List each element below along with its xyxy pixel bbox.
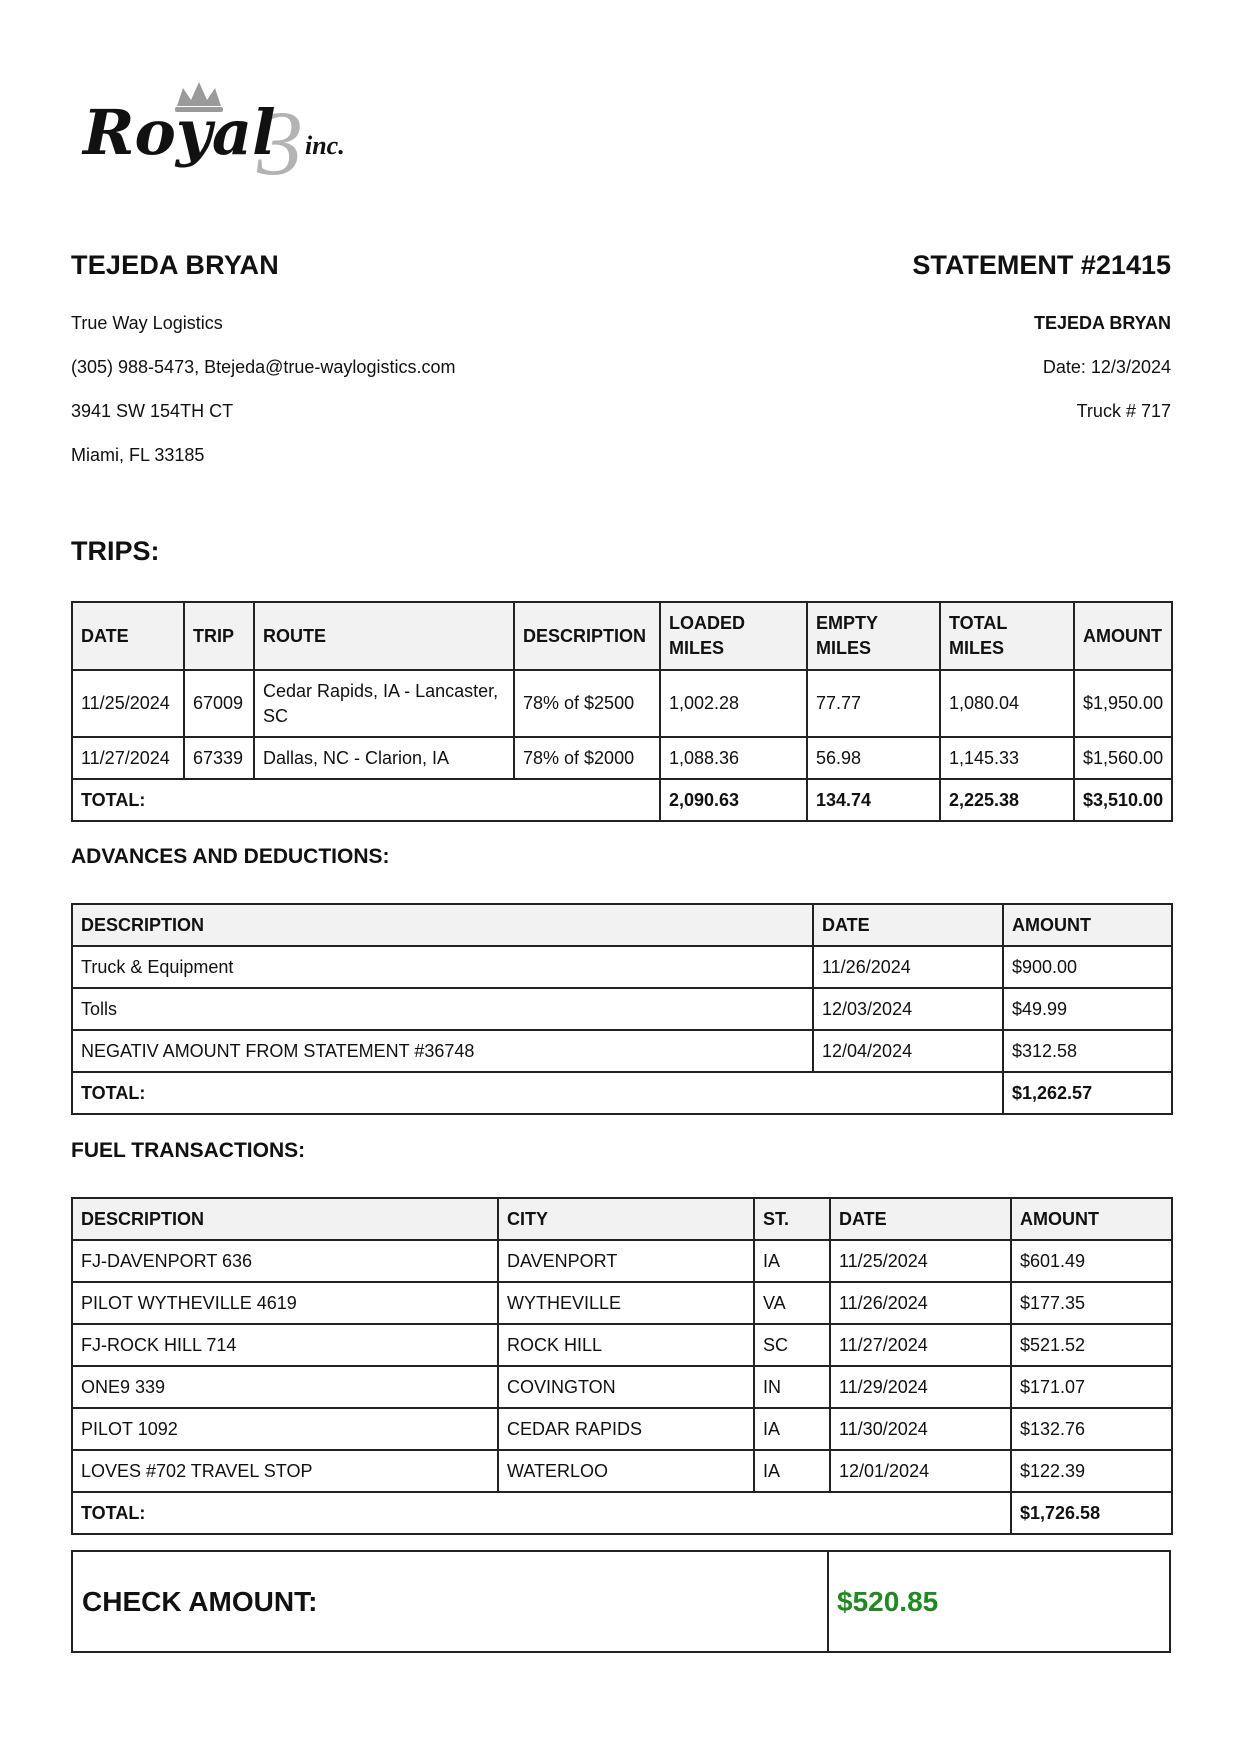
table-row	[72, 737, 1172, 779]
trip-route: Cedar Rapids, IA - Lancaster, SC	[254, 670, 514, 737]
fuel-amount: $122.39	[1011, 1450, 1172, 1492]
trips-total-amount: $3,510.00	[1074, 779, 1172, 821]
fuel-date: 11/25/2024	[830, 1240, 1011, 1282]
advance-description: NEGATIV AMOUNT FROM STATEMENT #36748	[72, 1030, 813, 1072]
fuel-total-row	[72, 1492, 1172, 1534]
advances-table	[71, 903, 1173, 1115]
col-header-date: DATE	[830, 1198, 1011, 1240]
advances-total-label: TOTAL:	[72, 1072, 1003, 1114]
advance-amount: $312.58	[1003, 1030, 1172, 1072]
col-header-date: DATE	[72, 602, 184, 670]
advance-amount: $49.99	[1003, 988, 1172, 1030]
fuel-description: PILOT WYTHEVILLE 4619	[72, 1282, 498, 1324]
advances-total-amount: $1,262.57	[1003, 1072, 1172, 1114]
trip-number: 67339	[184, 737, 254, 779]
driver-contact: (305) 988-5473, Btejeda@true-waylogistics.com	[71, 357, 456, 377]
fuel-title: FUEL TRANSACTIONS:	[71, 1139, 306, 1162]
statement-number: STATEMENT #21415	[912, 250, 1171, 280]
trip-date: 11/27/2024	[72, 737, 184, 779]
trip-date: 11/25/2024	[72, 670, 184, 737]
trips-title: TRIPS:	[71, 536, 160, 566]
trip-description: 78% of $2000	[514, 737, 660, 779]
fuel-state: IA	[754, 1240, 830, 1282]
fuel-date: 11/26/2024	[830, 1282, 1011, 1324]
fuel-city: DAVENPORT	[498, 1240, 754, 1282]
col-header-amount: AMOUNT	[1011, 1198, 1172, 1240]
fuel-description: FJ-DAVENPORT 636	[72, 1240, 498, 1282]
table-row	[72, 1450, 1172, 1492]
table-row	[72, 1240, 1172, 1282]
statement-driver-name: TEJEDA BRYAN	[1033, 313, 1171, 333]
fuel-total-amount: $1,726.58	[1011, 1492, 1172, 1534]
col-header-state: ST.	[754, 1198, 830, 1240]
check-amount-value: $520.85	[837, 1585, 939, 1617]
trip-loaded-miles: 1,002.28	[660, 670, 807, 737]
col-header-route: ROUTE	[254, 602, 514, 670]
fuel-amount: $132.76	[1011, 1408, 1172, 1450]
table-row	[72, 1030, 1172, 1072]
fuel-description: LOVES #702 TRAVEL STOP	[72, 1450, 498, 1492]
driver-name: TEJEDA BRYAN	[71, 250, 279, 280]
advances-total-row	[72, 1072, 1172, 1114]
fuel-state: IN	[754, 1366, 830, 1408]
trip-amount: $1,950.00	[1074, 670, 1172, 737]
advance-date: 12/04/2024	[813, 1030, 1003, 1072]
col-header-description: DESCRIPTION	[72, 1198, 498, 1240]
fuel-date: 12/01/2024	[830, 1450, 1011, 1492]
check-amount-label: CHECK AMOUNT:	[73, 1552, 829, 1651]
fuel-header-row	[72, 1198, 1172, 1240]
fuel-description: PILOT 1092	[72, 1408, 498, 1450]
trips-total-empty: 134.74	[807, 779, 940, 821]
col-header-city: CITY	[498, 1198, 754, 1240]
svg-text:3: 3	[257, 92, 303, 193]
svg-text:Royal: Royal	[83, 96, 276, 169]
col-header-amount: AMOUNT	[1003, 904, 1172, 946]
statement-date: Date: 12/3/2024	[1042, 357, 1171, 377]
trip-total-miles: 1,145.33	[940, 737, 1074, 779]
driver-company: True Way Logistics	[71, 313, 223, 333]
fuel-date: 11/29/2024	[830, 1366, 1011, 1408]
trip-empty-miles: 56.98	[807, 737, 940, 779]
fuel-state: IA	[754, 1450, 830, 1492]
advance-date: 12/03/2024	[813, 988, 1003, 1030]
fuel-date: 11/27/2024	[830, 1324, 1011, 1366]
col-header-amount: AMOUNT	[1074, 602, 1172, 670]
fuel-amount: $177.35	[1011, 1282, 1172, 1324]
check-amount-box	[71, 1550, 1171, 1653]
advances-header-row	[72, 904, 1172, 946]
col-header-loaded-miles: LOADED MILES	[660, 602, 807, 670]
fuel-date: 11/30/2024	[830, 1408, 1011, 1450]
fuel-description: ONE9 339	[72, 1366, 498, 1408]
trips-header-row	[72, 602, 1172, 670]
trips-total-label: TOTAL:	[72, 779, 660, 821]
fuel-state: SC	[754, 1324, 830, 1366]
advance-amount: $900.00	[1003, 946, 1172, 988]
table-row	[72, 1282, 1172, 1324]
fuel-amount: $601.49	[1011, 1240, 1172, 1282]
fuel-city: CEDAR RAPIDS	[498, 1408, 754, 1450]
trips-total-miles: 2,225.38	[940, 779, 1074, 821]
driver-address-line2: Miami, FL 33185	[71, 445, 205, 465]
table-row	[72, 946, 1172, 988]
svg-text:inc.: inc.	[305, 131, 345, 160]
trip-amount: $1,560.00	[1074, 737, 1172, 779]
trip-description: 78% of $2500	[514, 670, 660, 737]
fuel-table	[71, 1197, 1173, 1535]
fuel-total-label: TOTAL:	[72, 1492, 1011, 1534]
advance-description: Truck & Equipment	[72, 946, 813, 988]
advance-description: Tolls	[72, 988, 813, 1030]
fuel-amount: $521.52	[1011, 1324, 1172, 1366]
fuel-city: WYTHEVILLE	[498, 1282, 754, 1324]
statement-page	[71, 0, 1171, 1754]
trips-total-loaded: 2,090.63	[660, 779, 807, 821]
trips-table	[71, 601, 1173, 822]
trip-empty-miles: 77.77	[807, 670, 940, 737]
driver-address-line1: 3941 SW 154TH CT	[71, 401, 234, 421]
fuel-state: VA	[754, 1282, 830, 1324]
trip-route: Dallas, NC - Clarion, IA	[254, 737, 514, 779]
fuel-city: ROCK HILL	[498, 1324, 754, 1366]
table-row	[72, 1366, 1172, 1408]
table-row	[72, 670, 1172, 737]
col-header-description: DESCRIPTION	[72, 904, 813, 946]
col-header-total-miles: TOTAL MILES	[940, 602, 1074, 670]
table-row	[72, 1408, 1172, 1450]
trip-number: 67009	[184, 670, 254, 737]
trip-total-miles: 1,080.04	[940, 670, 1074, 737]
col-header-date: DATE	[813, 904, 1003, 946]
fuel-city: COVINGTON	[498, 1366, 754, 1408]
statement-truck: Truck # 717	[1076, 401, 1171, 421]
fuel-city: WATERLOO	[498, 1450, 754, 1492]
advance-date: 11/26/2024	[813, 946, 1003, 988]
advances-title: ADVANCES AND DEDUCTIONS:	[71, 845, 390, 868]
trip-loaded-miles: 1,088.36	[660, 737, 807, 779]
col-header-description: DESCRIPTION	[514, 602, 660, 670]
table-row	[72, 1324, 1172, 1366]
fuel-state: IA	[754, 1408, 830, 1450]
fuel-description: FJ-ROCK HILL 714	[72, 1324, 498, 1366]
col-header-empty-miles: EMPTY MILES	[807, 602, 940, 670]
fuel-amount: $171.07	[1011, 1366, 1172, 1408]
col-header-trip: TRIP	[184, 602, 254, 670]
company-logo	[79, 78, 399, 193]
table-row	[72, 988, 1172, 1030]
trips-total-row	[72, 779, 1172, 821]
